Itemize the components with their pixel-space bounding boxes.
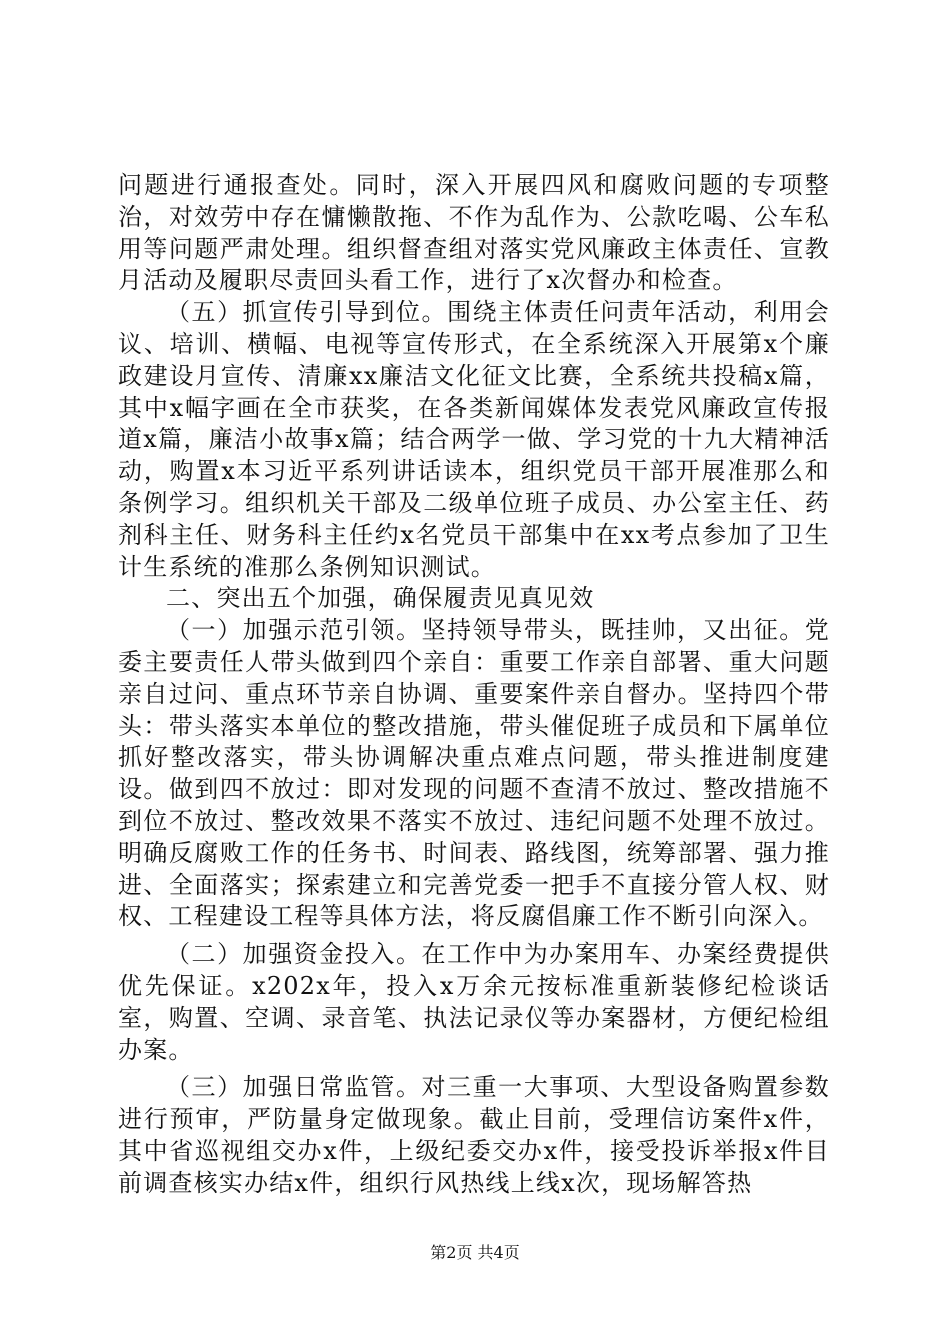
paragraph-1: 问题进行通报查处。同时，深入开展四风和腐败问题的专项整治，对效劳中存在慵懒散拖、不作为乱作为、公款吃喝、公车私用等问题严肃处理。组织督查组对落实党风廉政主体责任、宣教月活动及履职尽责回头看工作，进行了x次督办和检查。 <box>118 171 830 295</box>
document-body <box>118 170 830 1200</box>
paragraph-4: （二）加强资金投入。在工作中为办案用车、办案经费提供优先保证。x202x年，投入x万余元按标准重新装修纪检谈话室，购置、空调、录音笔、执法记录仪等办案器材，方便纪检组办案。 <box>118 940 830 1064</box>
section-heading: 二、突出五个加强，确保履责见真见效 <box>166 584 595 613</box>
page-footer: 第2页 共4页 <box>430 1243 520 1262</box>
paragraph-3: （一）加强示范引领。坚持领导带头，既挂帅，又出征。党委主要责任人带头做到四个亲自：重要工作亲自部署、重大问题亲自过问、重点环节亲自协调、重要案件亲自督办。坚持四个带头：带头落实本单位的整改措施，带头催促班子成员和下属单位抓好整改落实，带头协调解决重点难点问题，带头推进制度建设。做到四不放过：即对发现的问题不查清不放过、整改措施不到位不放过、整改效果不落实不放过、违纪问题不处理不放过。明确反腐败工作的任务书、时间表、路线图，统筹部署、强力推进、全面落实；探索建立和完善党委一把手不直接分管人权、财权、工程建设工程等具体方法，将反腐倡廉工作不断引向深入。 <box>118 616 830 931</box>
paragraph-2: （五）抓宣传引导到位。围绕主体责任问责年活动，利用会议、培训、横幅、电视等宣传形式，在全系统深入开展第x个廉政建设月宣传、清廉xx廉洁文化征文比赛，全系统共投稿x篇，其中x幅字画在全市获奖，在各类新闻媒体发表党风廉政宣传报道x篇，廉洁小故事x篇；结合两学一做、学习党的十九大精神活动，购置x本习近平系列讲话读本，组织党员干部开展准那么和条例学习。组织机关干部及二级单位班子成员、办公室主任、药剂科主任、财务科主任约x名党员干部集中在xx考点参加了卫生计生系统的准那么条例知识测试。 <box>118 298 830 581</box>
paragraph-5: （三）加强日常监管。对三重一大事项、大型设备购置参数进行预审，严防量身定做现象。截止目前，受理信访案件x件，其中省巡视组交办x件，上级纪委交办x件，接受投诉举报x件目前调查核实办结x件，组织行风热线上线x次，现场解答热 <box>118 1073 830 1197</box>
